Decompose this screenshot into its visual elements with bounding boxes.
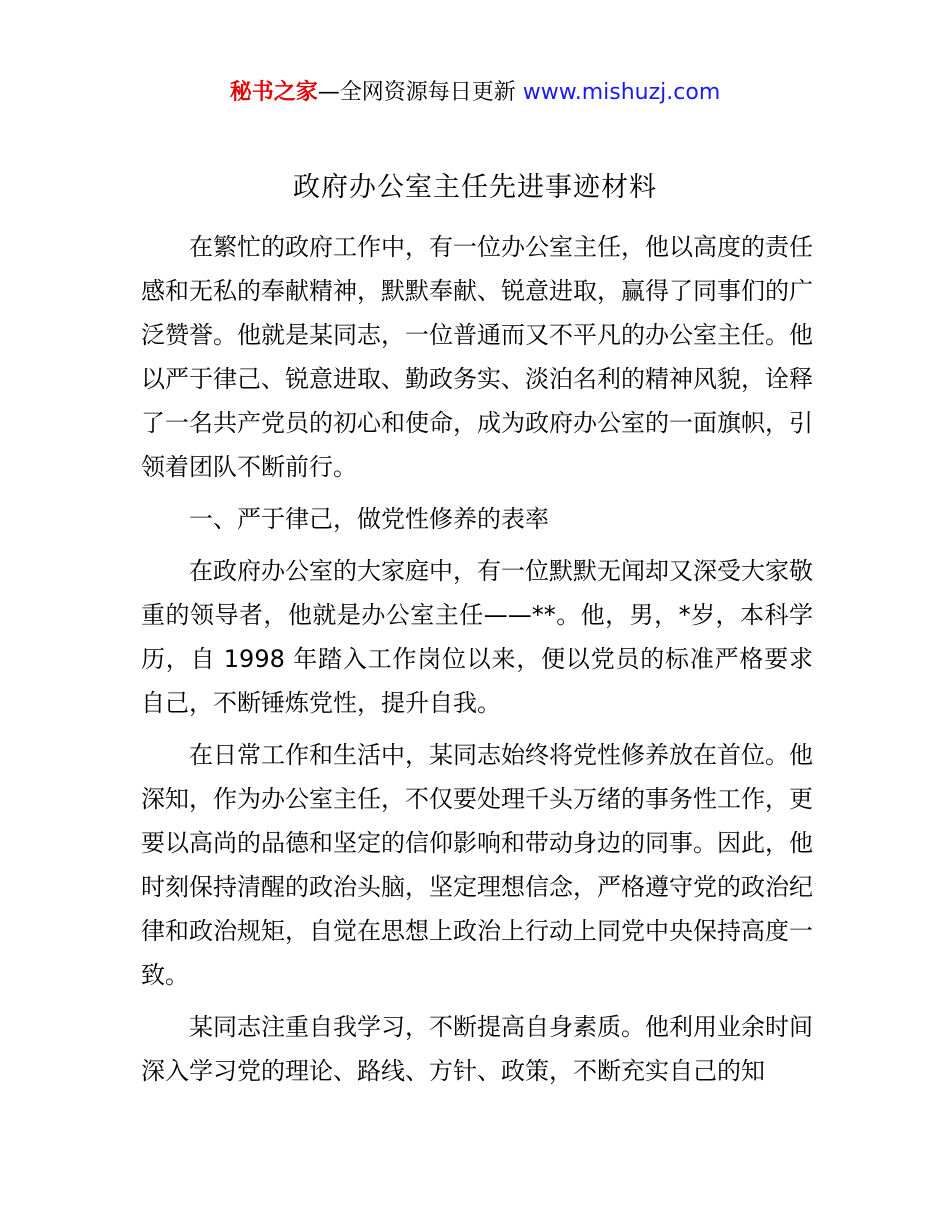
paragraph-intro: 在繁忙的政府工作中，有一位办公室主任，他以高度的责任感和无私的奉献精神，默默奉献、锐意进取，赢得了同事们的广泛赞誉。他就是某同志，一位普通而又不平凡的办公室主任。他以严于律己、锐意进取、勤政务实、淡泊名利的精神风貌，诠释了一名共产党员的初心和使命，成为政府办公室的一面旗帜，引领着团队不断前行。 <box>141 233 813 481</box>
paragraph: 在日常工作和生活中，某同志始终将党性修养放在首位。他深知，作为办公室主任，不仅要处理千头万绪的事务性工作，更要以高尚的品德和坚定的信仰影响和带动身边的同事。因此，他时刻保持清醒的政治头脑，坚定理想信念，严格遵守党的政治纪律和政治规矩，自觉在思想上政治上行动上同党中央保持高度一致。 <box>141 741 813 989</box>
paragraph: 在政府办公室的大家庭中，有一位默默无闻却又深受大家敬重的领导者，他就是办公室主任——**。他，男，*岁，本科学历，自 1998 年踏入工作岗位以来，便以党员的标准严格要求自己，不断锤炼党性，提升自我。 <box>141 557 813 717</box>
document-title: 政府办公室主任先进事迹材料 <box>293 172 657 203</box>
site-header <box>0 76 950 110</box>
section-heading: 一、严于律己，做党性修养的表率 <box>189 505 549 533</box>
site-brand: 秘书之家 <box>229 80 318 105</box>
paragraph: 某同志注重自我学习，不断提高自身素质。他利用业余时间深入学习党的理论、路线、方针、政策，不断充实自己的知 <box>141 1013 813 1085</box>
site-url-link[interactable]: www.mishuzj.com <box>522 80 721 105</box>
document-body <box>141 225 813 1093</box>
site-tagline: —全网资源每日更新 <box>317 80 523 105</box>
